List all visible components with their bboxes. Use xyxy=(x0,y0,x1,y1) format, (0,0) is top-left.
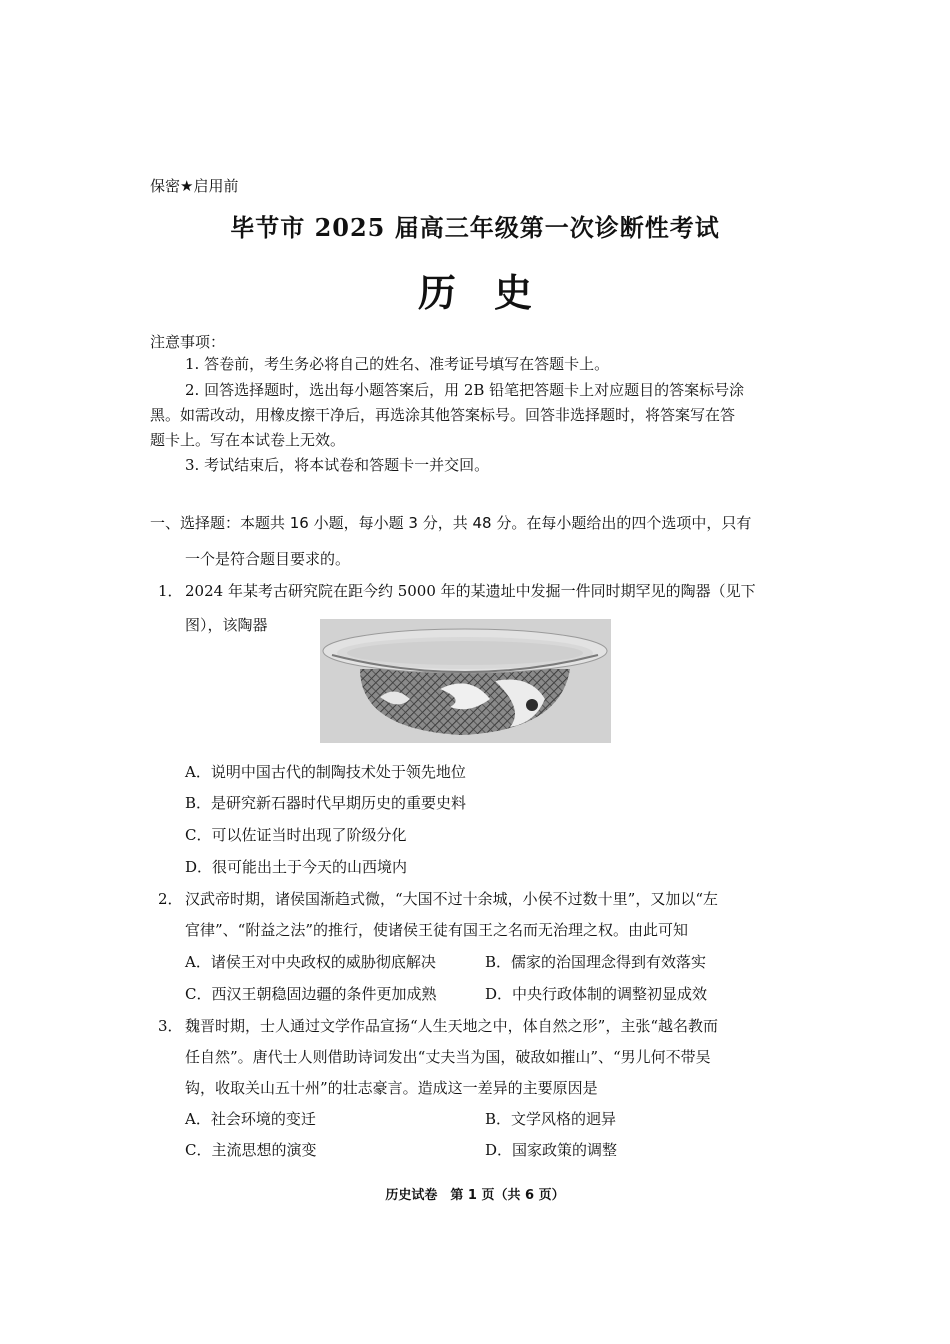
question-2-option-b: B．儒家的治国理念得到有效落实 xyxy=(485,953,707,971)
question-2-option-d: D．中央行政体制的调整初显成效 xyxy=(485,985,708,1003)
secrecy-label: 保密★启用前 xyxy=(150,177,239,195)
question-3-option-a: A．社会环境的变迁 xyxy=(185,1110,316,1128)
pottery-photo xyxy=(320,619,611,743)
question-3-option-c: C．主流思想的演变 xyxy=(185,1141,317,1159)
question-2 xyxy=(0,888,950,918)
question-2-option-c: C．西汉王朝稳固边疆的条件更加成熟 xyxy=(185,985,437,1003)
question-number: 2． xyxy=(158,890,183,908)
question-1-stem-line-1: 2024 年某考古研究院在距今约 5000 年的某遗址中发掘一件同时期罕见的陶器（见下 xyxy=(185,582,756,600)
notice-item-2-line-2: 黑。如需改动，用橡皮擦干净后，再选涂其他答案标号。回答非选择题时，将答案写在答 xyxy=(150,406,736,424)
question-1-option-d: D．很可能出土于今天的山西境内 xyxy=(185,858,408,876)
subject-title: 历 史 xyxy=(417,270,532,315)
question-3-stem-line-1: 魏晋时期，士人通过文学作品宣扬“人生天地之中，体自然之形”，主张“越名教而 xyxy=(185,1017,719,1035)
question-3-option-b: B．文学风格的迥异 xyxy=(485,1110,617,1128)
question-1 xyxy=(0,580,950,610)
question-2-stem-line-1: 汉武帝时期，诸侯国渐趋式微，“大国不过十余城，小侯不过数十里”，又加以“左 xyxy=(185,890,719,908)
notice-heading: 注意事项： xyxy=(150,333,226,351)
notice-item-3: 3. 考试结束后，将本试卷和答题卡一并交回。 xyxy=(185,456,490,474)
exam-title: 毕节市 2025 届高三年级第一次诊断性考试 xyxy=(230,213,720,242)
question-1-option-c: C．可以佐证当时出现了阶级分化 xyxy=(185,826,407,844)
page-footer: 历史试卷 第 1 页（共 6 页） xyxy=(385,1188,565,1203)
section-1-heading: 一、选择题：本题共 16 小题，每小题 3 分，共 48 分。在每小题给出的四个选项中，只有 xyxy=(150,514,752,532)
question-2-stem-line-2: 官律”、“附益之法”的推行，使诸侯王徒有国王之名而无治理之权。由此可知 xyxy=(185,921,689,939)
section-1-heading-cont: 一个是符合题目要求的。 xyxy=(185,550,351,568)
question-1-option-a: A．说明中国古代的制陶技术处于领先地位 xyxy=(185,763,466,781)
question-3-stem-line-2: 任自然”。唐代士人则借助诗词发出“丈夫当为国，破敌如摧山”、“男儿何不带吴 xyxy=(185,1048,711,1066)
notice-item-1: 1. 答卷前，考生务必将自己的姓名、准考证号填写在答题卡上。 xyxy=(185,355,610,373)
notice-item-2-line-1: 2. 回答选择题时，选出每小题答案后，用 2B 铅笔把答题卡上对应题目的答案标号涂 xyxy=(185,381,745,399)
question-3-stem-line-3: 钩，收取关山五十州”的壮志豪言。造成这一差异的主要原因是 xyxy=(185,1079,598,1097)
question-number: 3． xyxy=(158,1017,183,1035)
question-3 xyxy=(0,1015,950,1045)
question-1-stem-line-2: 图），该陶器 xyxy=(185,616,268,634)
notice-item-2-line-3: 题卡上。写在本试卷上无效。 xyxy=(150,431,346,449)
question-3-option-d: D．国家政策的调整 xyxy=(485,1141,618,1159)
question-number: 1． xyxy=(158,582,183,600)
question-1-option-b: B．是研究新石器时代早期历史的重要史料 xyxy=(185,794,467,812)
question-2-option-a: A．诸侯王对中央政权的威胁彻底解决 xyxy=(185,953,436,971)
